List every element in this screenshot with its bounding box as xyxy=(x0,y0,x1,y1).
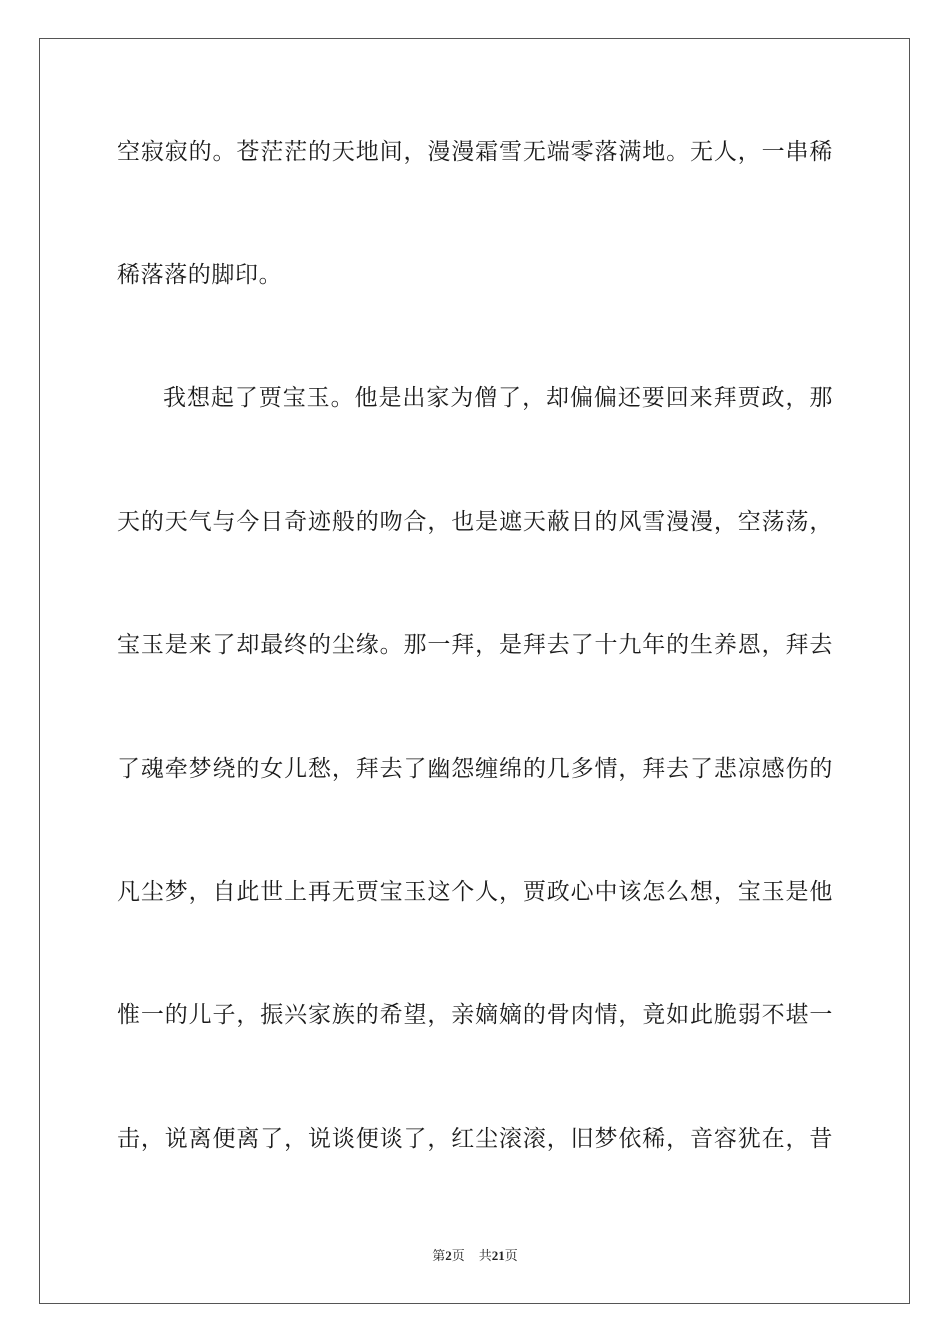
page-footer xyxy=(0,1247,950,1266)
body-line-4: 天的天气与今日奇迹般的吻合，也是遮天蔽日的风雪漫漫，空荡荡， xyxy=(117,509,833,535)
body-line-5: 宝玉是来了却最终的尘缘。那一拜，是拜去了十九年的生养恩，拜去 xyxy=(117,632,833,658)
page-border xyxy=(39,38,910,1304)
body-line-9: 击，说离便离了，说谈便谈了，红尘滚滚，旧梦依稀，音容犹在，昔 xyxy=(117,1126,833,1152)
total-suffix: 页 xyxy=(504,1249,518,1264)
body-line-2: 稀落落的脚印。 xyxy=(117,262,283,288)
page-current: 2 xyxy=(445,1248,452,1263)
body-line-8: 惟一的儿子，振兴家族的希望，亲嫡嫡的骨肉情，竟如此脆弱不堪一 xyxy=(117,1002,833,1028)
total-prefix: 共 xyxy=(478,1249,492,1264)
page-suffix: 页 xyxy=(451,1249,465,1264)
body-line-3: 我想起了贾宝玉。他是出家为僧了，却偏偏还要回来拜贾政，那 xyxy=(163,385,833,411)
body-line-7: 凡尘梦，自此世上再无贾宝玉这个人，贾政心中该怎么想，宝玉是他 xyxy=(117,879,833,905)
page-prefix: 第 xyxy=(432,1249,446,1264)
body-line-1: 空寂寂的。苍茫茫的天地间，漫漫霜雪无端零落满地。无人，一串稀 xyxy=(117,139,833,165)
body-line-6: 了魂牵梦绕的女儿愁，拜去了幽怨缠绵的几多情，拜去了悲凉感伤的 xyxy=(117,756,833,782)
page-total: 21 xyxy=(491,1248,505,1263)
